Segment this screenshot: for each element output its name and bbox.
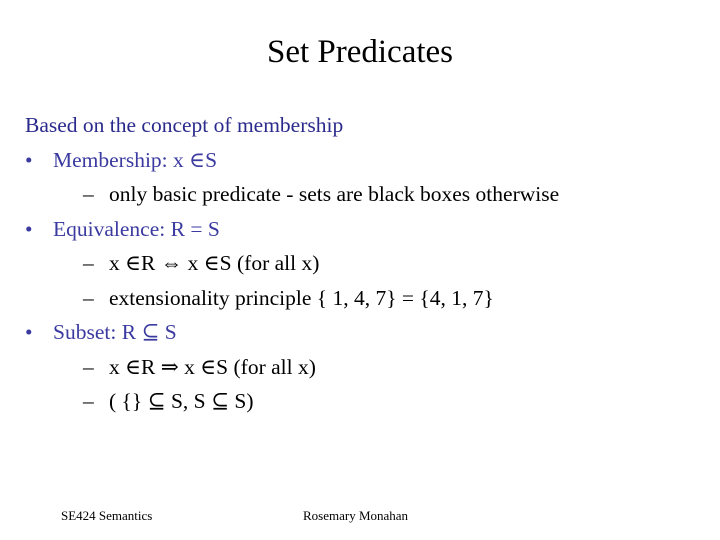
footer-course: SE424 Semantics bbox=[61, 508, 153, 523]
dash-icon: – bbox=[83, 285, 94, 310]
bullet-icon: • bbox=[25, 216, 33, 241]
sub-bullet-equivalence-1 bbox=[25, 246, 705, 281]
sub-bullet-subset-1 bbox=[25, 350, 705, 385]
slide-title: Set Predicates bbox=[266, 34, 454, 70]
bullet-icon: • bbox=[25, 320, 33, 344]
dash-icon: – bbox=[83, 389, 94, 413]
sub-bullet-text: x ∈R ⇔ x ∈S (for all x) bbox=[109, 251, 320, 275]
sub-bullet-text: extensionality principle { 1, 4, 7} = {4, 1, 7} bbox=[109, 285, 494, 310]
slide-body bbox=[25, 108, 705, 419]
bullet-subset bbox=[25, 315, 705, 350]
sub-bullet-text: x ∈R ⇒ x ∈S (for all x) bbox=[109, 354, 316, 379]
dash-icon: – bbox=[83, 182, 94, 206]
sub-bullet-membership-1 bbox=[25, 177, 705, 212]
bullet-icon: • bbox=[25, 147, 33, 172]
sub-bullet-text: ( {} ⊆ S, S ⊆ S) bbox=[109, 389, 254, 413]
bullet-equivalence bbox=[25, 212, 705, 247]
bullet-text: Equivalence: R = S bbox=[53, 216, 220, 241]
bullet-text: Subset: R ⊆ S bbox=[53, 320, 177, 344]
sub-bullet-subset-2 bbox=[25, 384, 705, 419]
bullet-membership bbox=[25, 143, 705, 178]
sub-bullet-text: only basic predicate - sets are black boxes otherwise bbox=[109, 182, 560, 206]
bullet-text: Membership: x ∈S bbox=[53, 147, 218, 172]
intro-text: Based on the concept of membership bbox=[25, 113, 344, 137]
footer-author: Rosemary Monahan bbox=[303, 508, 409, 523]
dash-icon: – bbox=[83, 251, 94, 275]
dash-icon: – bbox=[83, 354, 94, 379]
sub-bullet-equivalence-2 bbox=[25, 281, 705, 316]
